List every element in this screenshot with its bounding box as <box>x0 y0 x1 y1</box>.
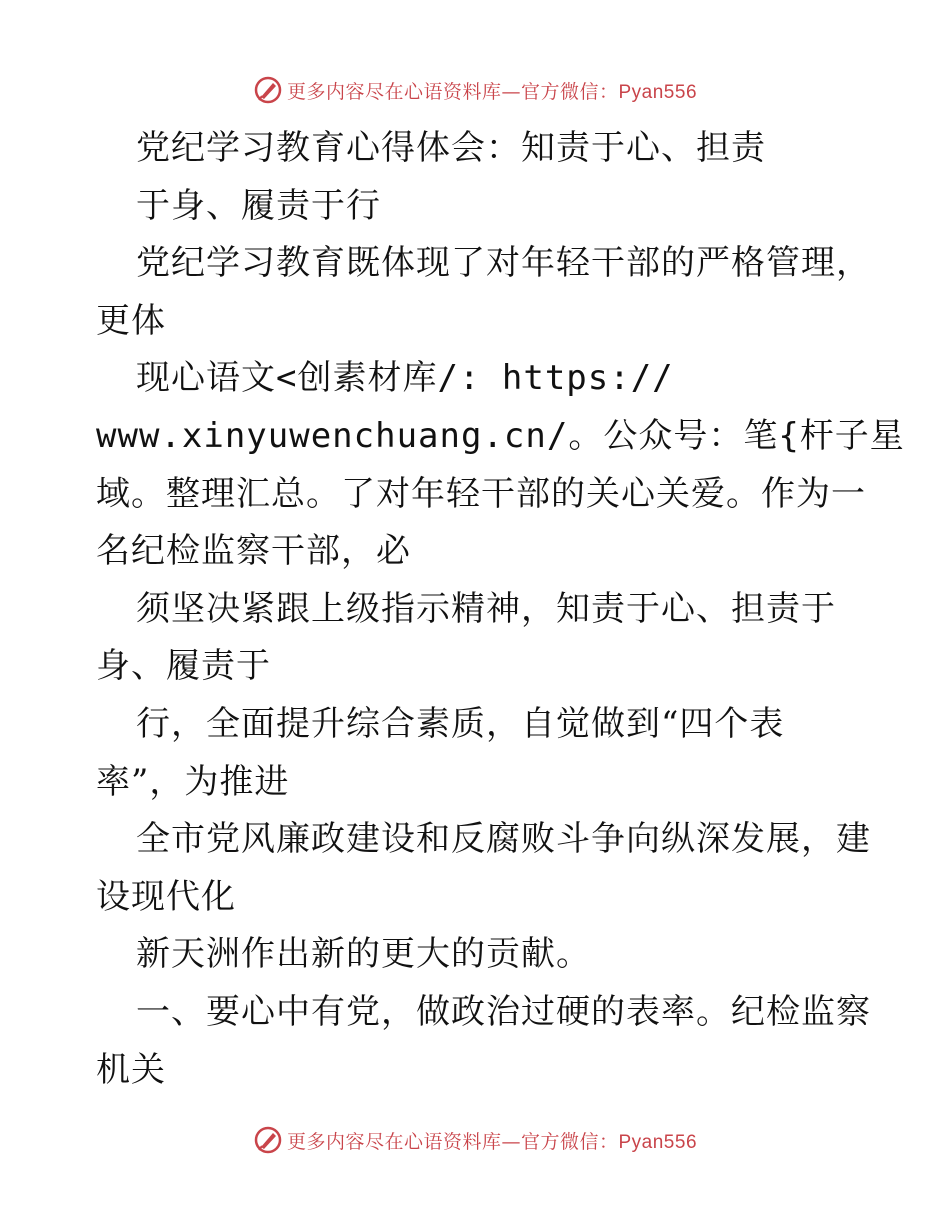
text-line-5: 现心语文<创素材库/: https:// <box>136 358 674 399</box>
text-line-7: 域。整理汇总。了对年轻干部的关心关爱。作为一 <box>96 473 866 514</box>
text-line-12: 率”，为推进 <box>96 761 290 802</box>
text-line-14: 设现代化 <box>96 876 236 917</box>
feather-pen-logo-icon <box>253 1125 283 1155</box>
header-wechat-id: Pyan556 <box>618 81 698 103</box>
footer-wechat-id: Pyan556 <box>618 1131 698 1153</box>
footer-banner-text: 更多内容尽在心语资料库—官方微信：Pyan556 <box>286 1130 698 1153</box>
text-line-8: 名纪检监察干部，必 <box>96 531 411 572</box>
header-watermark-banner <box>0 70 950 110</box>
text-line-13: 全市党风廉政建设和反腐败斗争向纵深发展，建 <box>136 819 871 860</box>
text-line-6: www.xinyuwenchuang.cn/。公众号：笔{杆子星 <box>96 415 905 456</box>
text-line-3: 党纪学习教育既体现了对年轻干部的严格管理， <box>136 243 871 284</box>
text-line-17: 机关 <box>96 1049 166 1090</box>
text-line-2: 于身、履责于行 <box>136 185 381 226</box>
text-line-1: 党纪学习教育心得体会：知责于心、担责 <box>136 128 766 168</box>
footer-watermark-banner <box>0 1120 950 1160</box>
document-body <box>96 120 905 1099</box>
feather-pen-logo-icon <box>253 75 283 105</box>
text-line-10: 身、履责于 <box>96 646 271 687</box>
text-line-9: 须坚决紧跟上级指示精神，知责于心、担责于 <box>136 588 836 629</box>
text-line-4: 更体 <box>96 300 166 341</box>
text-line-15: 新天洲作出新的更大的贡献。 <box>136 934 591 975</box>
header-banner-text: 更多内容尽在心语资料库—官方微信：Pyan556 <box>286 80 698 103</box>
text-line-11: 行，全面提升综合素质，自觉做到“四个表 <box>136 703 785 744</box>
text-line-16: 一、要心中有党，做政治过硬的表率。纪检监察 <box>136 991 871 1032</box>
